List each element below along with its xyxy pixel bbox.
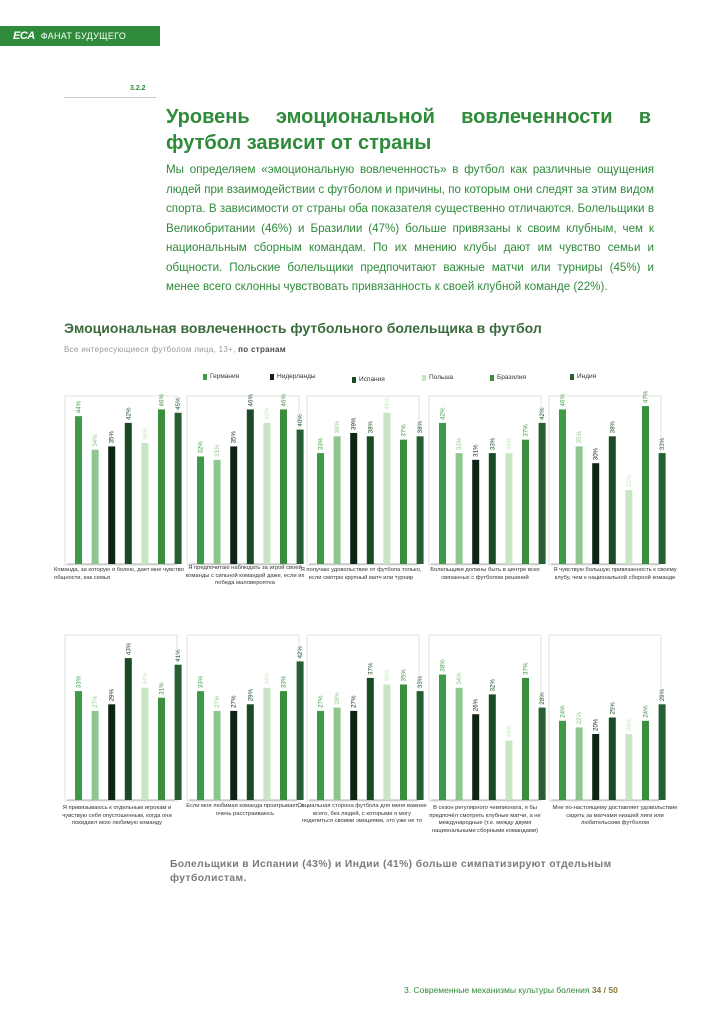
bar-value-label: 42% — [297, 646, 305, 659]
bar-value-label: 24% — [642, 705, 650, 718]
chart-caption: Я привязываюсь к отдельным игрокам и чувствую себя опустошенным, когда они покидают мою любимую команду — [62, 805, 172, 826]
bar-value-label: 37% — [367, 662, 375, 675]
bar — [505, 741, 512, 800]
eca-logo: ECA — [13, 30, 35, 42]
bar — [263, 688, 270, 800]
bar — [280, 409, 287, 564]
bar — [400, 685, 407, 801]
bar-value-label: 42% — [439, 407, 447, 420]
bar-value-label: 39% — [350, 417, 358, 430]
bar — [247, 704, 254, 800]
legend-label: Польша — [429, 374, 454, 381]
bar-value-label: 33% — [280, 675, 288, 689]
legend-label: Бразилия — [497, 374, 526, 381]
page-footer — [404, 985, 618, 995]
section-number: 3.2.2 — [130, 85, 146, 92]
bar — [92, 450, 99, 564]
chart-caption: Если моя любимая команда проигрывает, я очень расстраиваюсь — [186, 803, 304, 817]
bar-value-label: 35% — [400, 669, 408, 682]
bar-value-label: 31% — [472, 444, 480, 457]
bar-value-label: 27% — [214, 695, 222, 708]
chart-subtitle-bold: по странам — [238, 345, 286, 354]
bar-value-label: 34% — [456, 672, 464, 685]
bar — [659, 704, 666, 800]
bar — [247, 409, 254, 564]
bar — [383, 685, 390, 801]
bar-value-label: 31% — [214, 444, 222, 457]
bar — [489, 453, 496, 564]
bar-value-label: 37% — [522, 424, 530, 437]
bar — [197, 691, 204, 800]
bar-value-label: 28% — [539, 692, 547, 705]
bar — [141, 688, 148, 800]
bar-value-label: 42% — [125, 407, 133, 420]
bar — [334, 436, 341, 564]
bar — [576, 727, 583, 800]
bar-value-label: 46% — [158, 394, 166, 407]
bar-value-label: 43% — [125, 642, 133, 656]
bar-value-label: 32% — [489, 679, 497, 692]
bar — [456, 688, 463, 800]
bar — [539, 423, 546, 564]
bar — [230, 446, 237, 564]
bar-value-label: 35% — [230, 431, 238, 444]
bar — [400, 440, 407, 564]
bar — [75, 416, 82, 564]
legend-label: Испания — [359, 376, 385, 383]
bar-value-label: 29% — [247, 688, 255, 702]
bar-value-label: 44% — [75, 400, 83, 414]
bar — [175, 413, 182, 564]
bar-value-label: 26% — [472, 698, 480, 712]
bar-value-label: 33% — [505, 437, 513, 451]
bar — [141, 443, 148, 564]
bar-value-label: 38% — [609, 420, 617, 434]
bar-value-label: 33% — [75, 675, 83, 689]
bar-value-label: 33% — [659, 437, 667, 451]
bar-value-label: 22% — [625, 474, 633, 488]
bar-value-label: 34% — [263, 672, 271, 685]
bar-value-label: 36% — [141, 427, 149, 441]
bar-value-label: 47% — [642, 390, 650, 404]
bar-value-label: 35% — [576, 431, 584, 444]
bar-value-label: 46% — [280, 394, 288, 407]
bar — [439, 675, 446, 800]
chart-caption: В сезон регулярного чемпионата, я бы предпочёл смотреть клубные матчи, а не международные (т.е. между двумя национальными сборными командами) — [429, 805, 541, 834]
bar — [383, 413, 390, 564]
bar — [659, 453, 666, 564]
bar — [367, 436, 374, 564]
bar — [263, 423, 270, 564]
bar-value-label: 27% — [317, 695, 325, 708]
bar-value-label: 42% — [539, 407, 547, 420]
chart-caption: Команда, за которую я болею, дает мне чувство общности, как семья — [54, 567, 184, 581]
bar — [472, 714, 479, 800]
bar-value-label: 34% — [92, 434, 100, 447]
header-title: ФАНАТ БУДУЩЕГО — [40, 31, 127, 41]
bar — [214, 460, 221, 564]
footnote: Болельщики в Испании (43%) и Индии (41%) больше симпатизируют отдельным футболистам. — [170, 859, 612, 884]
bar-value-label: 45% — [383, 397, 391, 410]
bar-value-label: 27% — [230, 695, 238, 708]
bar-value-label: 38% — [439, 659, 447, 672]
bar — [317, 711, 324, 800]
bar — [559, 721, 566, 800]
bar-value-label: 42% — [263, 407, 271, 420]
bar-value-label: 27% — [350, 695, 358, 708]
bar — [576, 446, 583, 564]
chart-caption: Социальная сторона футбола для меня важнее всего, без людей, с которыми я могу поделиться своими эмоциями, это уже не то — [297, 803, 427, 824]
bar — [158, 698, 165, 800]
bar — [297, 430, 304, 564]
chart-title: Эмоциональная вовлеченность футбольного болельщика в футбол — [64, 320, 542, 336]
bar — [108, 446, 115, 564]
bar — [108, 704, 115, 800]
bar — [92, 711, 99, 800]
bar — [625, 734, 632, 800]
bar — [642, 406, 649, 564]
legend-label: Нидерланды — [277, 373, 316, 380]
bar — [439, 423, 446, 564]
bar-value-label: 33% — [197, 675, 205, 689]
chart-caption: Я получаю удовольствие от футбола только, если смотрю крупный матч или турнир — [300, 567, 422, 581]
bar — [75, 691, 82, 800]
bar — [592, 463, 599, 564]
bar — [350, 433, 357, 564]
bar — [197, 456, 204, 564]
bar-value-label: 38% — [367, 420, 375, 434]
bar — [280, 691, 287, 800]
bar — [472, 460, 479, 564]
chart-caption: Я предпочитаю наблюдать за игрой своей команды с сильной командой даже, если их победа маловероятна — [185, 565, 305, 586]
bar — [539, 708, 546, 800]
chart-caption: Я чувствую большую привязанность к своему клубу, чем к национальной сборной команде — [553, 567, 677, 581]
bar-value-label: 30% — [592, 447, 600, 461]
bar — [367, 678, 374, 800]
bar — [417, 691, 424, 800]
bar — [592, 734, 599, 800]
page-number: 34 — [591, 985, 602, 995]
bar-value-label: 28% — [334, 692, 342, 705]
bar — [609, 436, 616, 564]
bar — [456, 453, 463, 564]
bar-value-label: 33% — [489, 437, 497, 451]
bar-value-label: 46% — [247, 394, 255, 407]
bar-value-label: 37% — [400, 424, 408, 437]
bar — [489, 694, 496, 800]
bar-value-label: 32% — [197, 441, 205, 454]
bar-value-label: 29% — [659, 688, 667, 702]
bar — [125, 423, 132, 564]
bar — [230, 711, 237, 800]
bar-value-label: 46% — [559, 394, 567, 407]
bar — [125, 658, 132, 800]
chart-subtitle-prefix: Все интересующиеся футболом лица, 13+, — [64, 345, 236, 354]
bar — [559, 409, 566, 564]
bar-value-label: 18% — [505, 725, 513, 738]
bar — [158, 409, 165, 564]
bar — [522, 440, 529, 564]
page-headline: Уровень эмоциональной вовлеченности в футбол зависит от страны — [166, 106, 651, 154]
bar — [297, 661, 304, 800]
intro-paragraph: Мы определяем «эмоциональную вовлеченность» в футбол как различные ощущения людей при взаимодействии с футболом и причины, по которым они следят за этим видом спорта. В зависимости от страны оба показателя существенно отличаются. Болельщики в Великобритании (46%) и Бразилии (47%) больше привязаны к своим клубным, чем к национальным сборным командам. По их мнению клубы дают им чувство семьи и общности. Польские болельщики предпочитают важные матчи или турниры (45%) и менее всего склонны чувствовать привязанность к своей клубной команде (22%). — [166, 163, 654, 293]
chart-caption: Болельщики должны быть в центре всех связанных с футболом решений — [430, 567, 540, 581]
bar-value-label: 38% — [417, 420, 425, 434]
bar — [522, 678, 529, 800]
page-total: 50 — [608, 985, 618, 995]
bar-value-label: 40% — [297, 414, 305, 427]
page-separator: / — [603, 985, 607, 995]
bar-value-label: 20% — [592, 718, 600, 731]
legend-label: Германия — [210, 373, 240, 380]
chart-caption: Мне по-настоящему доставляет удовольствие сидеть за матчами низшей лиги или любительским футболом — [552, 805, 678, 826]
bar-value-label: 41% — [175, 649, 183, 662]
bar-value-label: 27% — [92, 695, 100, 708]
bar-value-label: 20% — [625, 718, 633, 731]
bar-value-label: 35% — [383, 669, 391, 682]
bar — [609, 718, 616, 801]
bar — [505, 453, 512, 564]
legend-label: Индия — [577, 373, 597, 380]
bar-value-label: 33% — [317, 437, 325, 451]
bar-value-label: 31% — [158, 682, 166, 695]
bar-value-label: 24% — [559, 705, 567, 718]
bar — [642, 721, 649, 800]
bar-value-label: 29% — [108, 688, 116, 702]
bar-value-label: 37% — [522, 662, 530, 675]
bar-value-label: 25% — [609, 702, 617, 715]
bar-value-label: 35% — [108, 431, 116, 444]
bar-value-label: 34% — [141, 672, 149, 685]
bar — [317, 453, 324, 564]
bar — [625, 490, 632, 564]
bar-value-label: 33% — [417, 675, 425, 689]
bar — [417, 436, 424, 564]
bar — [214, 711, 221, 800]
footer-text: 3. Современные механизмы культуры боления — [404, 985, 590, 995]
bar-value-label: 33% — [456, 437, 464, 451]
bar — [350, 711, 357, 800]
bar-value-label: 22% — [576, 712, 584, 725]
bar-value-label: 38% — [334, 420, 342, 434]
bar — [175, 665, 182, 800]
bar — [334, 708, 341, 800]
bar-value-label: 45% — [175, 397, 183, 410]
